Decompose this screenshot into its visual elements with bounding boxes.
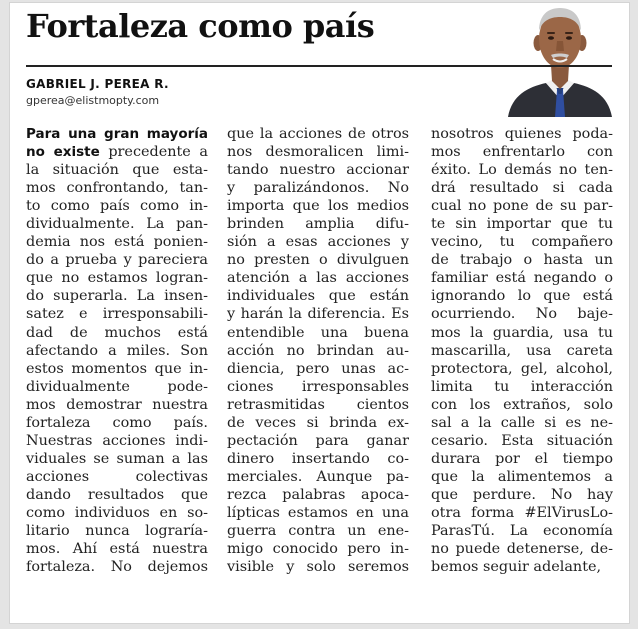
- article-text-line: que la alimentemos a: [431, 468, 613, 485]
- article-text-line: guerra contra un ene-: [227, 523, 409, 540]
- article-text-line: mos confrontando, tan-: [26, 180, 208, 197]
- article-text-line: no existe precedente a: [26, 144, 208, 161]
- article-text-line: to como país como in-: [26, 198, 208, 215]
- article-text-line: estos momentos que in-: [26, 360, 208, 377]
- article-text-line: cesario. Esta situación: [431, 432, 613, 449]
- article-text-line: do superarla. La insen-: [26, 288, 208, 305]
- article-text-line: atención a las acciones: [227, 270, 409, 287]
- article-text-line: dividualmente. La pan-: [26, 216, 208, 233]
- article-lead: Para una gran mayoría: [26, 126, 208, 142]
- article-text-line: individuales que están: [227, 288, 409, 305]
- article-text-line: retrasmitidas cientos: [227, 396, 409, 413]
- article-text-line: que la acciones de otros: [227, 126, 409, 142]
- article-text-line: te sin importar que tu: [431, 216, 613, 233]
- author-email: gperea@elistmopty.com: [26, 94, 160, 107]
- article-text-line: de veces si brinda ex-: [227, 414, 409, 431]
- article-text-line: fortaleza como país.: [26, 414, 208, 431]
- article-text-line: satez e irresponsabili-: [26, 306, 208, 323]
- article-text-line: que no estamos logran-: [26, 270, 208, 287]
- article-text-line: protectora, gel, alcohol,: [431, 360, 613, 377]
- article-text-line: nos desmoralicen limi-: [227, 144, 409, 161]
- article-text-line: ciones irresponsables: [227, 378, 409, 395]
- article-text-line: como individuos en so-: [26, 504, 208, 521]
- article-lead: no existe: [26, 144, 100, 161]
- article-text-line: familiar está negando o: [431, 270, 613, 287]
- article-text-line: durara por el tiempo: [431, 450, 613, 467]
- article-text-line: mos. Ahí está nuestra: [26, 541, 208, 558]
- title-rule: [26, 65, 612, 67]
- article-text-line: sal a la calle si es ne-: [431, 414, 613, 431]
- article-text-line: tando nuestro accionar: [227, 162, 409, 179]
- article-text-line: dividualmente pode-: [26, 378, 208, 395]
- article-text-line: limita tu interacción: [431, 378, 613, 395]
- article-text-line: con los extraños, solo: [431, 396, 613, 413]
- article-text-line: dando resultados que: [26, 486, 208, 503]
- article-text-line: lípticas estamos en una: [227, 504, 409, 521]
- article-text-line: no presten o divulguen: [227, 252, 409, 269]
- article-text-line: no puede detenerse, de-: [431, 541, 613, 558]
- article-text-line: nosotros quienes poda-: [431, 126, 613, 142]
- author-photo: [506, 3, 614, 117]
- article-text-line: de trabajo o hasta un: [431, 252, 613, 269]
- article-text-line: mascarilla, usa careta: [431, 342, 613, 359]
- article-title: Fortaleza como país: [26, 7, 375, 45]
- article-text-line: mos enfrentarlo con: [431, 144, 613, 161]
- article-text-line: fortaleza. No dejemos: [26, 559, 208, 576]
- article-text-line: y paralizándonos. No: [227, 180, 409, 197]
- article-text-line: acción no brindan au-: [227, 342, 409, 359]
- article-column-2: [227, 125, 409, 576]
- article-text-line: la situación que esta-: [26, 162, 208, 179]
- article-text-line: ocurriendo. No baje-: [431, 306, 613, 323]
- article-text-line: afectando a miles. Son: [26, 342, 208, 359]
- article-text-line: pectación para ganar: [227, 432, 409, 449]
- article-text-line: Nuestras acciones indi-: [26, 432, 208, 449]
- article-text-line: ParasTú. La economía: [431, 523, 613, 540]
- article-text-line: bemos seguir adelante,: [431, 559, 602, 576]
- article-page: [9, 2, 630, 624]
- article-text-line: otra forma #ElVirusLo-: [431, 504, 613, 521]
- article-text-line: demia nos está ponien-: [26, 234, 208, 251]
- article-text-line: entendible una buena: [227, 324, 409, 341]
- article-text-line: migo conocido pero in-: [227, 541, 409, 558]
- article-text-line: que perdure. No hay: [431, 486, 613, 503]
- article-text-line: dad de muchos está: [26, 324, 208, 341]
- article-text-line: importa que los medios: [227, 198, 409, 215]
- article-text-line: visible y solo seremos: [227, 559, 409, 576]
- article-text-line: cual no pone de su par-: [431, 198, 613, 215]
- article-text-line: rezca palabras apoca-: [227, 486, 409, 503]
- article-text-line: mos la guardia, usa tu: [431, 324, 613, 341]
- article-text-line: brinden amplia difu-: [227, 216, 409, 233]
- article-text-line: viduales se suman a las: [26, 450, 208, 467]
- article-column-3: [431, 125, 613, 576]
- article-text-line: diencia, pero unas ac-: [227, 360, 409, 377]
- article-text-line: litario nunca lograría-: [26, 523, 208, 540]
- article-column-1: [26, 125, 208, 576]
- article-text-line: y harán la diferencia. Es: [227, 306, 409, 323]
- article-text-line: merciales. Aunque pa-: [227, 468, 409, 485]
- article-text-line: sión a esas acciones y: [227, 234, 409, 251]
- article-text-line: [26, 125, 208, 143]
- article-text-line: ignorando lo que está: [431, 288, 613, 305]
- article-text-line: acciones colectivas: [26, 468, 208, 485]
- article-text-line: mos demostrar nuestra: [26, 396, 208, 413]
- article-text-line: éxito. Lo demás no ten-: [431, 162, 613, 179]
- article-text-line: dinero insertando co-: [227, 450, 409, 467]
- article-text-line: do a prueba y pareciera: [26, 252, 208, 269]
- article-text-line: vecino, tu compañero: [431, 234, 613, 251]
- author-name: GABRIEL J. PEREA R.: [26, 77, 169, 91]
- article-text-line: drá resultado si cada: [431, 180, 613, 197]
